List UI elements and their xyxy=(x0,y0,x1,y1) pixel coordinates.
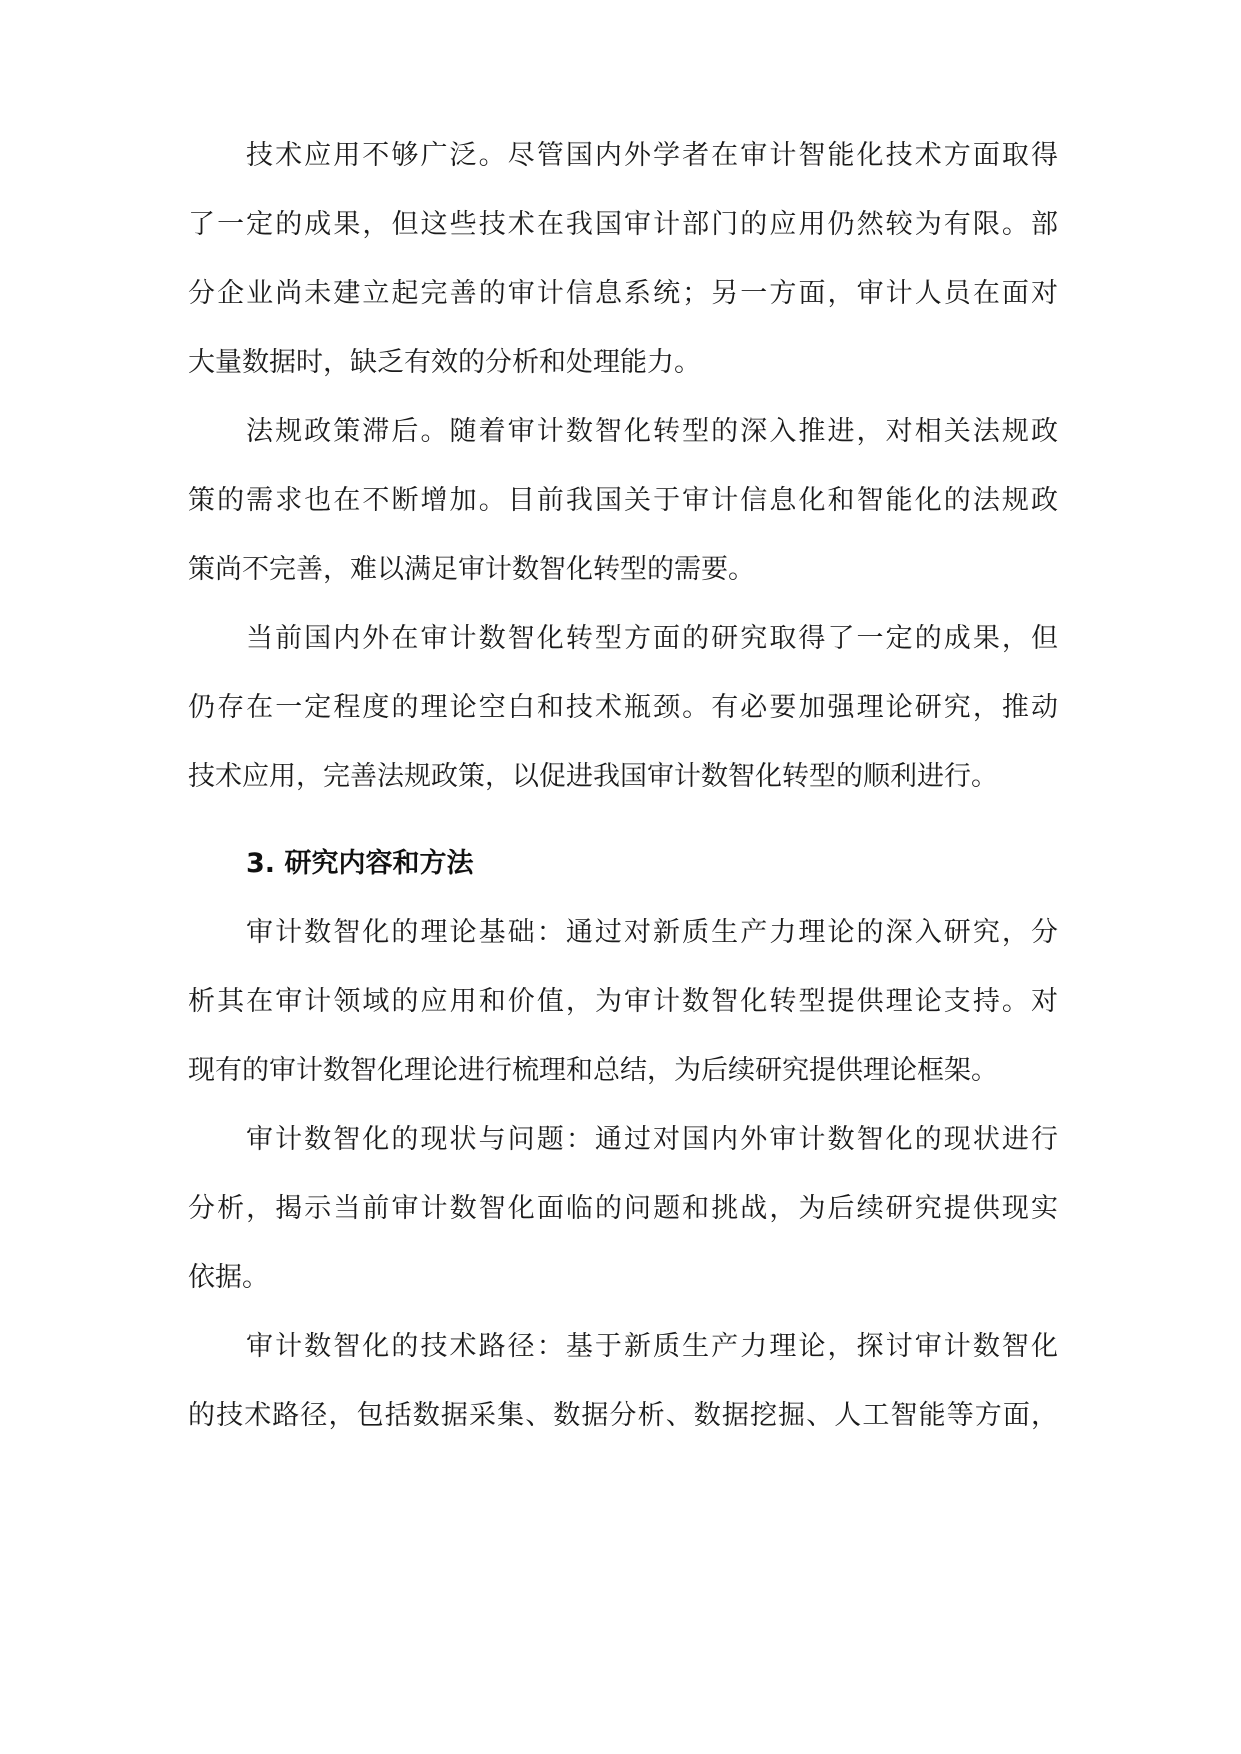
section-paragraph-1-line-2: 析其在审计领域的应用和价值，为审计数智化转型提供理论支持。对 xyxy=(188,986,1058,1017)
section-heading: 3. 研究内容和方法 xyxy=(246,848,474,879)
section-paragraph-1-line-3: 现有的审计数智化理论进行梳理和总结，为后续研究提供理论框架。 xyxy=(188,1055,998,1086)
section-paragraph-2-line-2: 分析，揭示当前审计数智化面临的问题和挑战，为后续研究提供现实 xyxy=(188,1193,1058,1224)
section-paragraph-1-line-1: 审计数智化的理论基础：通过对新质生产力理论的深入研究，分 xyxy=(246,917,1058,948)
paragraph-1-line-3: 分企业尚未建立起完善的审计信息系统；另一方面，审计人员在面对 xyxy=(188,278,1058,309)
paragraph-3-line-3: 技术应用，完善法规政策，以促进我国审计数智化转型的顺利进行。 xyxy=(188,761,998,792)
paragraph-2-line-1: 法规政策滞后。随着审计数智化转型的深入推进，对相关法规政 xyxy=(246,416,1058,447)
paragraph-1-line-1: 技术应用不够广泛。尽管国内外学者在审计智能化技术方面取得 xyxy=(246,140,1058,171)
section-paragraph-2-line-1: 审计数智化的现状与问题：通过对国内外审计数智化的现状进行 xyxy=(246,1124,1058,1155)
section-paragraph-3-line-1: 审计数智化的技术路径：基于新质生产力理论，探讨审计数智化 xyxy=(246,1331,1058,1362)
paragraph-1-line-2: 了一定的成果，但这些技术在我国审计部门的应用仍然较为有限。部 xyxy=(188,209,1058,240)
paragraph-3-line-1: 当前国内外在审计数智化转型方面的研究取得了一定的成果，但 xyxy=(246,623,1058,654)
paragraph-3-line-2: 仍存在一定程度的理论空白和技术瓶颈。有必要加强理论研究，推动 xyxy=(188,692,1058,723)
paragraph-2-line-2: 策的需求也在不断增加。目前我国关于审计信息化和智能化的法规政 xyxy=(188,485,1058,516)
section-paragraph-2-line-3: 依据。 xyxy=(188,1262,269,1293)
section-paragraph-3-line-2: 的技术路径，包括数据采集、数据分析、数据挖掘、人工智能等方面， xyxy=(188,1400,1058,1431)
paragraph-1-line-4: 大量数据时，缺乏有效的分析和处理能力。 xyxy=(188,347,701,378)
paragraph-2-line-3: 策尚不完善，难以满足审计数智化转型的需要。 xyxy=(188,554,755,585)
